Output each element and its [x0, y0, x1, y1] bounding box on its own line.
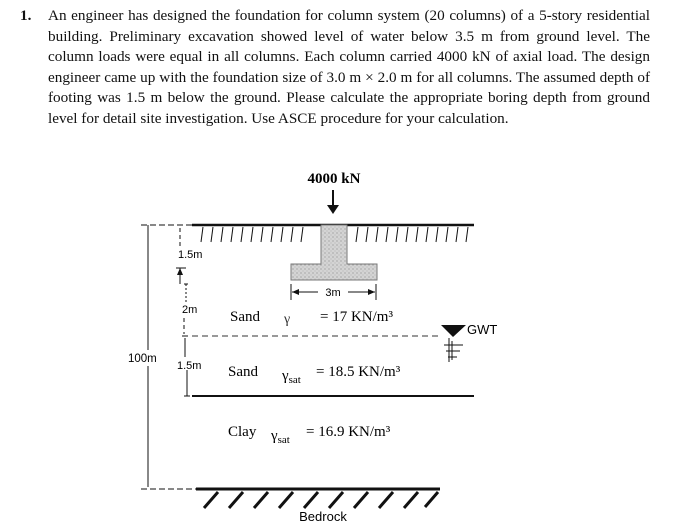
layer3-unit-weight: = 16.9 KN/m³	[306, 424, 391, 440]
dim-3-label: 1.5m	[177, 360, 202, 372]
load-label: 4000 kN	[307, 171, 361, 187]
problem-number: 1.	[20, 7, 32, 24]
problem-text: An engineer has designed the foundation for column system (20 columns) of a 5-story residential building. Preliminary excavation showed level of water below 3.5 m from ground level. The column loads were equal in all columns. Each column carried 4000 kN of axial load. The design engineer came up with the foundation size of 3.0 m × 2.0 m for all columns. The assumed depth of footing was 1.5 m below the ground. Please calculate the appropriate boring depth from ground level for detail site investigation. Use ASCE procedure for your calculation.	[48, 7, 650, 127]
layer3-soil: Clay	[228, 424, 257, 440]
bedrock-surface	[196, 489, 440, 508]
gwt-marker-icon	[441, 325, 466, 362]
layer2-unit-weight: = 18.5 KN/m³	[316, 364, 401, 380]
layer2-gamma: $\gamma_{sat}$	[282, 368, 301, 386]
bedrock-label: Bedrock	[299, 509, 347, 524]
total-depth-label: 100m	[128, 353, 157, 365]
layer1-soil: Sand	[230, 309, 260, 325]
column-footing	[291, 225, 377, 280]
layer1-unit-weight: = 17 KN/m³	[320, 309, 393, 325]
dim-1-label: 1.5m	[178, 249, 203, 261]
footing-width-label: 3m	[325, 287, 341, 299]
layer2-soil: Sand	[228, 364, 258, 380]
load-arrow	[327, 190, 339, 214]
dim-2-label: 2m	[182, 304, 198, 316]
layer3-gamma: $\gamma_{sat}$	[271, 428, 290, 446]
gwt-label: GWT	[467, 322, 498, 337]
layer1-gamma: γ	[284, 312, 291, 327]
